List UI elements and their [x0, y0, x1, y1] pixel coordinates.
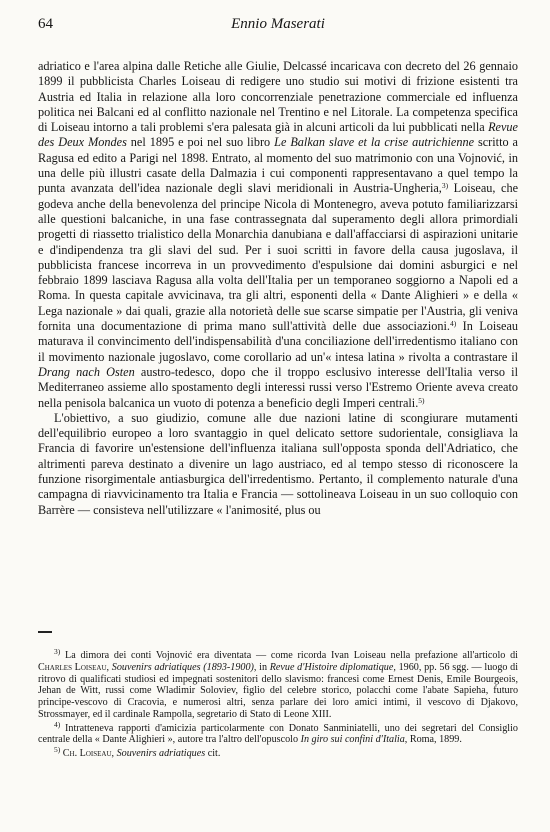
italic-text: In giro sui confini d'Italia	[300, 734, 405, 746]
footnote-marker: 3)	[54, 647, 61, 656]
paragraph	[38, 411, 518, 518]
page-header	[38, 16, 518, 38]
italic-text: Souvenirs adriatiques	[116, 748, 206, 759]
footnote-marker: 5)	[418, 395, 425, 405]
text-run: scritto a Ragusa ed edito a Parigi nel 1898. Entrato, al momento del suo matrimonio con una Vojnović, in una delle più illustri casate della Dalmazia i cui componenti rappresentavano a quel tempo la punta avanzata dell'idea nazionale degli slavi meridionali in Austria-Ungheria,	[38, 135, 518, 196]
text-run: Intratteneva rapporti d'amicizia particolarmente con Donato Sanminiatelli, uno dei segretari del Consiglio centrale della « Dante Alighieri », autore tra l'altro dell'opuscolo	[38, 722, 518, 746]
italic-text: Drang nach Osten	[38, 364, 135, 379]
italic-text: Le Balkan slave et la crise autrichienne	[274, 135, 475, 150]
paragraph	[38, 59, 518, 411]
footnote-marker: 4)	[449, 319, 457, 329]
text-run: L'obiettivo, a suo giudizio, comune alle due nazioni latine di scongiurare mutamenti dell'equilibrio europeo a loro svantaggio in quel delicato settore sudorientale, consigliava la Francia di favorire un'estensione dell'influenza italiana sull'opposta sponda dell'Adriatico, che altrimenti pareva destinato a divenire un lago austriaco, ed al tempo stesso di riconoscere la funzione risorgimentale antiasburgica dell'irredentismo. Pertanto, il complemento naturale d'una campagna di riavvicinamento tra Italia e Francia — sottolineava Loiseau in un suo colloquio con Barrère — consisteva nell'utilizzare « l'animosité, plus ou	[38, 410, 518, 517]
italic-text: Revue d'Histoire diplomatique	[269, 661, 394, 673]
running-head: Ennio Maserati	[231, 16, 325, 32]
text-run: austro-tedesco, dopo che il troppo esclusivo interesse dell'Italia verso il Mediterraneo assieme allo spostamento degli interessi russi verso l'Estremo Oriente aveva creato nella penisola balcanica un vuoto di potenza a beneficio degli Imperi centrali.	[38, 364, 518, 410]
footnote-separator	[38, 631, 52, 633]
text-run: Loiseau, che godeva anche della benevolenza del principe Nicola di Montenegro, aveva potuto familiarizzarsi alle questioni balcaniche, in una fase contrassegnata dal superamento degli allora primordiali progetti di riassetto trialistico della Monarchia danubiana e dall'affacciarsi di aspirazioni unitarie e d'indipendenza tra gli slavi del sud. Per i suoi scritti in favore della causa jugoslava, il pubblicista francese incorreva in un provvedimento d'espulsione dai domini asburgici e nel febbraio 1899 lasciava Ragusa alla volta dell'Italia per un temporaneo soggiorno a Napoli ed a Roma. In questa capitale avvicinava, tra gli altri, esponenti della « Dante Alighieri » e della « Lega nazionale » dai quali, grazie alla notorietà delle sue scarse simpatie per l'Austria, gli veniva fornita una documentazione di prima mano sull'attività delle due associazioni.	[38, 181, 519, 334]
page-number: 64	[38, 16, 53, 32]
footnote-marker: 5)	[54, 745, 61, 754]
text-run: ,	[111, 748, 117, 759]
author-name: Ch. Loiseau	[62, 748, 112, 759]
author-name: Charles Loiseau	[38, 661, 107, 673]
text-run: cit.	[205, 748, 221, 759]
text-run: La dimora dei conti Vojnović era diventata — come ricorda Ivan Loiseau nella prefazione all'articolo di	[60, 650, 518, 661]
text-run: , in	[253, 661, 270, 673]
text-run: , 1960, pp. 56 sgg. — luogo di ritrovo di qualificati studiosi ed impegnati sostenitori dello slavismo: francesi come Ernest Denis, Emile Bourgeois, Jehan de Witt, russi come Wladimir Soloviev, figlio del celebre storico, polacchi come l'abate Sapieha, futuro principe-vescovo di Cracovia, e numerosi altri, senza parlare dei loro amici intimi, il vescovo di Djakovo, Strossmayer, ed il cardinale Rampolla, segretario di Stato di Leone XIII.	[38, 661, 519, 720]
text-run: In Loiseau maturava il convincimento dell'indispensabilità d'una conciliazione dell'irredentismo italiano con il movimento nazionale jugoslavo, come corollario ad un'« intesa latina » rivolta a contrastare il	[38, 319, 519, 364]
text-run: nel 1895 e poi nel suo libro	[126, 135, 275, 150]
text-run: adriatico e l'area alpina dalle Retiche alle Giulie, Delcassé incaricava con decreto del 26 gennaio 1899 il pubblicista Charles Loiseau di redigere uno studio sui motivi di frizione esistenti tra Austria ed Italia in relazione alla loro concorrenziale penetrazione commerciale ed influenza politica nei Balcani ed al conflitto nazionale nel Trentino e nel Litorale. La competenza specifica di Loiseau intorno a tali problemi s'era palesata già in alcuni articoli da lui pubblicati nella	[38, 59, 518, 135]
body-text	[38, 59, 518, 518]
italic-text: Revue des Deux Mondes	[38, 120, 518, 150]
text-run: , Roma, 1899.	[404, 734, 462, 746]
text-run: ,	[106, 661, 112, 673]
footnotes	[38, 647, 519, 762]
italic-text: Souvenirs adriatiques (1893-1900)	[111, 661, 254, 673]
footnote-marker: 4)	[54, 719, 61, 729]
footnote	[38, 647, 519, 721]
footnote	[38, 719, 518, 747]
footnote	[38, 745, 518, 760]
footnote-marker: 3)	[441, 181, 449, 191]
